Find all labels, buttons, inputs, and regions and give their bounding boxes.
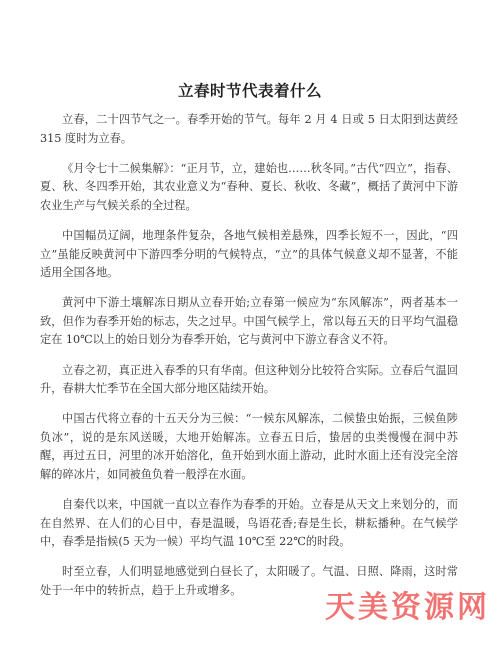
- watermark-logo: 天美资源网: [325, 590, 490, 625]
- paragraph-regional-climate: 中国幅员辽阔，地理条件复杂，各地气候相差悬殊，四季长短不一，因此，“四立”虽能反映黄河中下游四季分明的气候特点，“立”的具体气候意义却不显著，不能适用全国各地。: [40, 228, 458, 280]
- document-body: [40, 111, 458, 612]
- paragraph-definition: 立春，二十四节气之一。春季开始的节气。每年 2 月 4 日或 5 日太阳到达黄经 315 度时为立春。: [40, 113, 458, 145]
- paragraph-daylight: 时至立春，人们明显地感觉到白昼长了，太阳暖了。气温、日照、降雨，这时常处于一年中的转折点，趋于上升或增多。: [40, 565, 458, 597]
- paragraph-soil-thaw: 黄河中下游土壤解冻日期从立春开始;立春第一候应为“东风解冻”，两者基本一致，但作为春季开始的标志，失之过早。中国气候学上，常以每五天的日平均气温稳定在 10℃以上的始日划分为春季开始，它与黄河中下游立春含义不符。: [40, 296, 458, 347]
- paragraph-south-china: 立春之初，真正进入春季的只有华南。但这种划分比较符合实际。立春后气温回升，春耕大忙季节在全国大部分地区陆续开始。: [40, 363, 458, 396]
- paragraph-qin-dynasty: 自秦代以来，中国就一直以立春作为春季的开始。立春是从天文上来划分的，而在自然界、在人们的心目中，春是温暖，鸟语花香;春是生长，耕耘播种。在气候学中，春季是指候(5 天为一候）平均气温 10℃至 22℃的时段。: [40, 498, 458, 549]
- paragraph-three-phases: 中国古代将立春的十五天分为三候：“一候东风解冻，二候蛰虫始振，三候鱼陟负冰”，说的是东风送暖，大地开始解冻。立春五日后，蛰居的虫类慢慢在洞中苏醒，再过五日，河里的冰开始溶化，鱼开始到水面上游动，此时水面上还有没完全溶解的碎冰片，如同被鱼负着一般浮在水面。: [40, 412, 458, 481]
- paragraph-yueling-quote: 《月令七十二候集解》：“正月节，立，建始也……秋冬同。”古代“四立”，指春、夏、秋、冬四季开始，其农业意义为“春种、夏长、秋收、冬藏”，概括了黄河中下游农业生产与气候关系的全过程。: [40, 161, 458, 212]
- document-title: 立春时节代表着什么: [177, 81, 322, 100]
